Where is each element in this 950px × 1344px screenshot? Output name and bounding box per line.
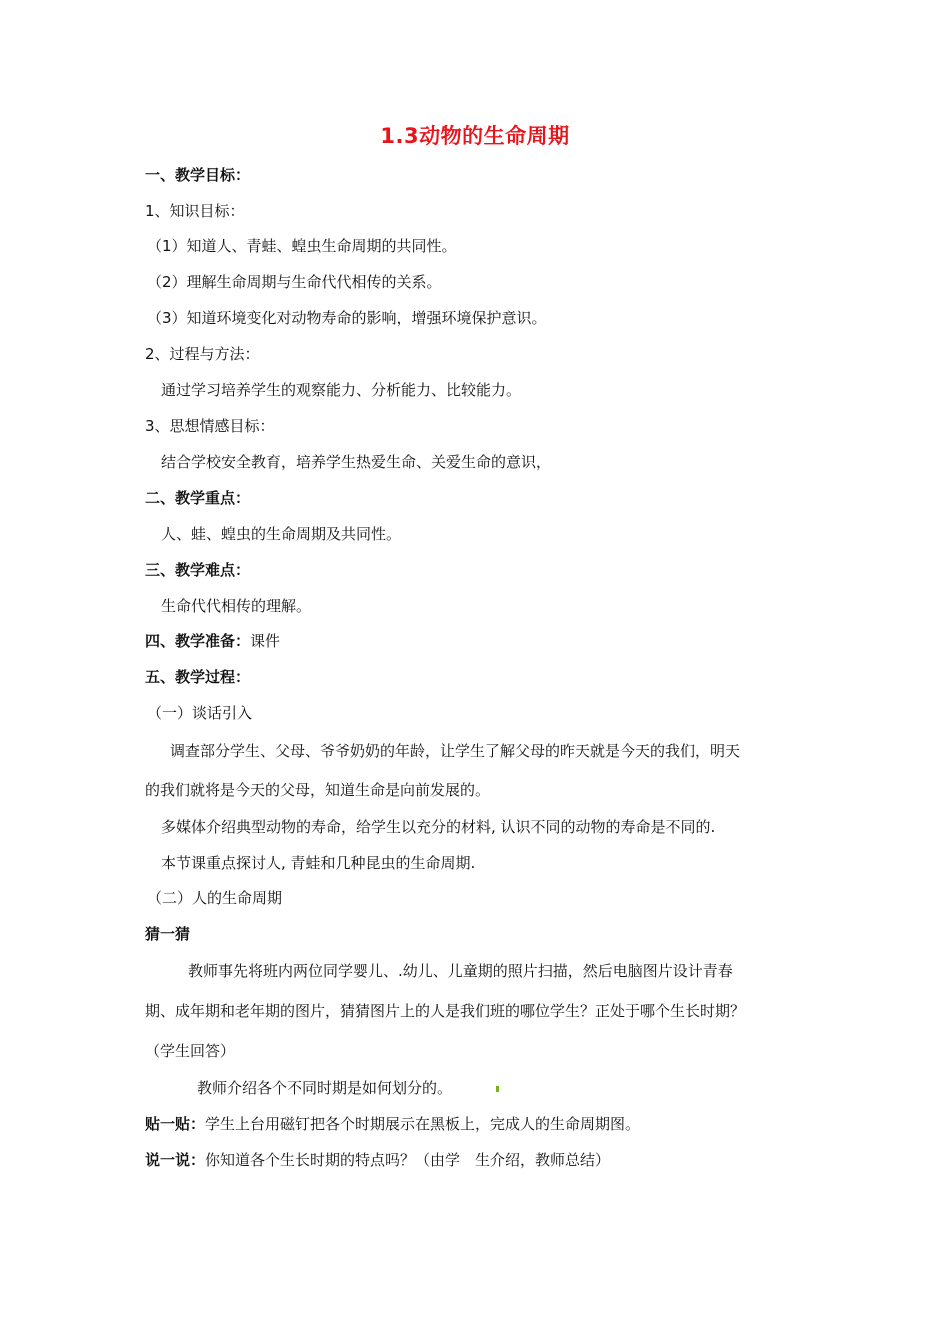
- speak-text: 你知道各个生长时期的特点吗？（由学 生介绍，教师总结）: [205, 1151, 611, 1169]
- knowledge-goal-1: （1）知道人、青蛙、蝗虫生命周期的共同性。: [147, 237, 457, 255]
- section-heading-key-points: 二、教学重点：: [145, 489, 251, 507]
- intro-paragraph-3: 本节课重点探讨人, 青蛙和几种昆虫的生命周期.: [161, 854, 476, 872]
- section-heading-process: 五、教学过程：: [145, 668, 251, 686]
- process-method-heading: 2、过程与方法：: [145, 345, 260, 363]
- guess-paragraph-line-1: 教师事先将班内两位同学婴儿、.幼儿、儿童期的照片扫描，然后电脑图片设计青春: [188, 962, 733, 980]
- section-heading-goals: 一、教学目标：: [145, 166, 251, 184]
- intro-paragraph-line-1: 调查部分学生、父母、爷爷奶奶的年龄，让学生了解父母的昨天就是今天的我们，明天: [170, 742, 741, 760]
- speak-activity: [145, 1150, 610, 1170]
- knowledge-goal-2: （2）理解生命周期与生命代代相传的关系。: [147, 273, 442, 291]
- section-heading-preparation: 四、教学准备：: [145, 632, 251, 650]
- intro-subheading: （一）谈话引入: [147, 704, 253, 722]
- emotion-goal-heading: 3、思想情感目标：: [145, 417, 275, 435]
- teacher-explains-periods: 教师介绍各个不同时期是如何划分的。: [197, 1079, 453, 1097]
- paste-heading: 贴一贴：: [145, 1115, 206, 1133]
- human-cycle-subheading: （二）人的生命周期: [147, 889, 283, 907]
- guess-paragraph-line-2: 期、成年期和老年期的图片，猜猜图片上的人是我们班的哪位学生？正处于哪个生长时期？: [145, 1002, 746, 1020]
- paste-text: 学生上台用磁钉把各个时期展示在黑板上，完成人的生命周期图。: [205, 1115, 641, 1133]
- intro-paragraph-2: 多媒体介绍典型动物的寿命，给学生以充分的材料, 认识不同的动物的寿命是不同的.: [161, 818, 716, 836]
- difficulties-text: 生命代代相传的理解。: [161, 597, 312, 615]
- green-mark: [496, 1086, 499, 1092]
- preparation-value: 课件: [250, 632, 281, 650]
- process-method-text: 通过学习培养学生的观察能力、分析能力、比较能力。: [161, 381, 522, 399]
- intro-paragraph-line-2: 的我们就将是今天的父母，知道生命是向前发展的。: [145, 781, 491, 799]
- preparation-line: [145, 631, 280, 651]
- key-points-text: 人、蛙、蝗虫的生命周期及共同性。: [161, 525, 402, 543]
- document-title: 1.3动物的生命周期: [380, 124, 570, 148]
- knowledge-goal-heading: 1、知识目标：: [145, 202, 245, 220]
- emotion-goal-text: 结合学校安全教育，培养学生热爱生命、关爱生命的意识，: [161, 453, 552, 471]
- section-heading-difficulties: 三、教学难点：: [145, 561, 251, 579]
- student-answer-note: （学生回答）: [145, 1042, 236, 1060]
- guess-heading: 猜一猜: [145, 925, 191, 943]
- speak-heading: 说一说：: [145, 1151, 206, 1169]
- knowledge-goal-3: （3）知道环境变化对动物寿命的影响，增强环境保护意识。: [147, 309, 547, 327]
- paste-activity: [145, 1114, 640, 1134]
